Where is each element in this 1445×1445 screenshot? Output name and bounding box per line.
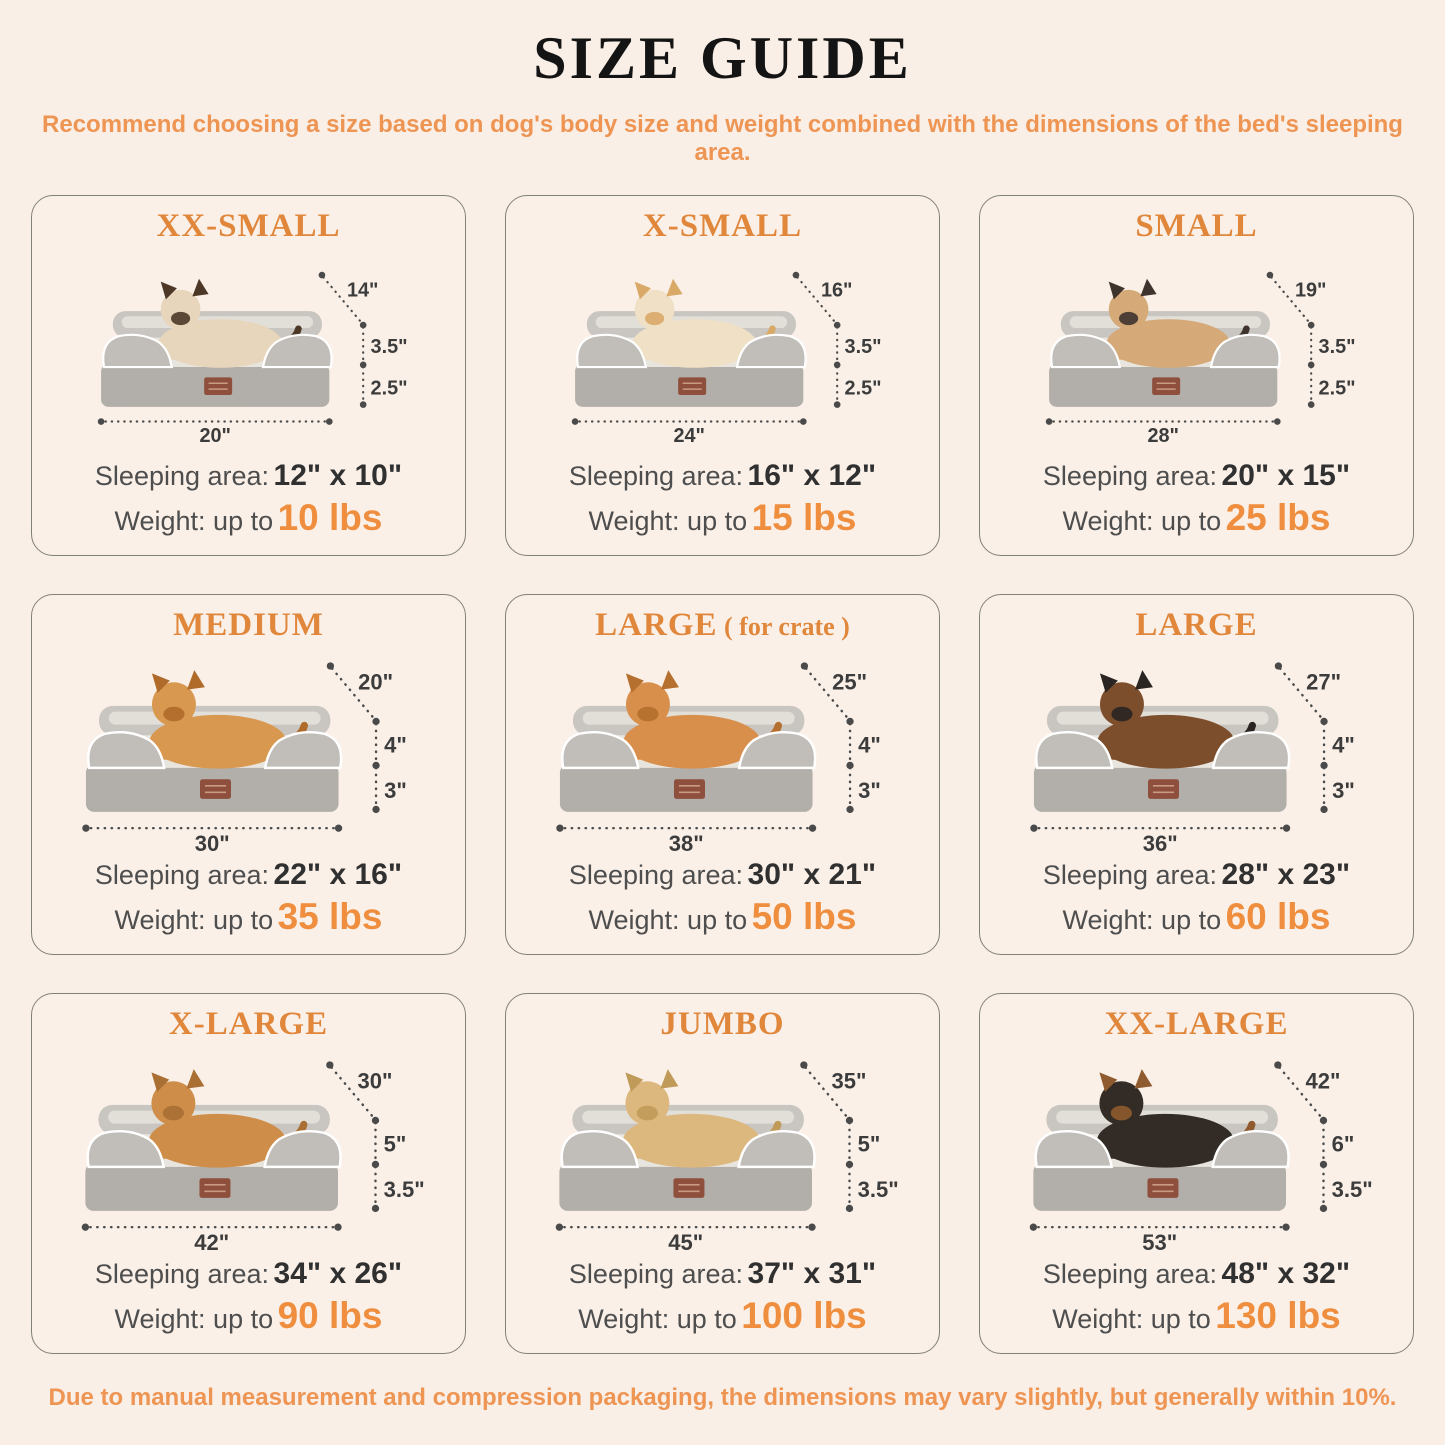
sleeping-area-value: 22" x 16" (273, 858, 403, 892)
size-card-large (979, 594, 1414, 955)
length-dimension: 53" (1142, 1229, 1178, 1254)
length-dimension: 42" (194, 1229, 230, 1254)
bolster-height-dimension: 5" (383, 1131, 407, 1157)
dog-bed-diagram (994, 1043, 1399, 1253)
weight-line (569, 495, 876, 541)
card-stats (1043, 457, 1350, 541)
size-card-x-large (31, 993, 466, 1354)
base-height-dimension: 2.5" (370, 377, 408, 400)
dog-bed-diagram (79, 245, 418, 455)
length-dimension: 45" (668, 1229, 704, 1254)
brand-label-patch (678, 377, 706, 395)
sleeping-area-line (95, 1255, 402, 1293)
size-card-x-small (505, 195, 940, 556)
card-stats (569, 856, 876, 940)
size-card-title (1135, 208, 1257, 245)
card-stats (95, 1255, 402, 1339)
card-stats (569, 1255, 876, 1339)
sleeping-area-label: Sleeping area: (568, 1259, 744, 1290)
sleeping-area-line (95, 457, 402, 495)
sleeping-area-line (569, 856, 876, 894)
length-dimension: 36" (1142, 830, 1178, 855)
bolster-height-dimension: 3.5" (370, 336, 408, 359)
bolster-height-dimension: 4" (383, 732, 407, 758)
weight-value: 10 lbs (277, 496, 383, 538)
page-title: SIZE GUIDE (533, 25, 912, 91)
depth-dimension: 35" (831, 1068, 867, 1094)
depth-dimension: 27" (1305, 669, 1341, 695)
size-card-medium (31, 594, 466, 955)
pet-ear-icon (667, 279, 683, 297)
base-height-dimension: 3.5" (1331, 1177, 1373, 1203)
base-height-dimension: 2.5" (1318, 377, 1356, 400)
weight-label: Weight: up to (114, 904, 274, 935)
bolster-height-dimension: 5" (857, 1131, 881, 1157)
sleeping-area-label: Sleeping area: (94, 461, 270, 492)
weight-line (95, 894, 402, 940)
size-card-title (156, 208, 340, 245)
pet-ear-icon (193, 279, 209, 297)
card-stats (1043, 1255, 1350, 1339)
size-card-xx-small (31, 195, 466, 556)
size-name: X-SMALL (642, 208, 803, 244)
pet-ear-icon (661, 670, 679, 690)
size-card-small (979, 195, 1414, 556)
bed-illustration (516, 245, 929, 455)
weight-label: Weight: up to (578, 1303, 737, 1334)
brand-label-patch (1148, 1178, 1179, 1198)
pet-ear-icon (187, 1069, 205, 1089)
base-height-dimension: 3" (383, 778, 407, 804)
size-card-title (1135, 607, 1257, 644)
dog-bed-diagram (535, 644, 911, 854)
bolster-height-dimension: 4" (857, 732, 881, 758)
weight-value: 50 lbs (751, 895, 857, 937)
brand-label-patch (1148, 779, 1179, 799)
sleeping-area-label: Sleeping area: (1042, 860, 1218, 891)
bolster-height-dimension: 4" (1331, 732, 1355, 758)
weight-value: 130 lbs (1215, 1294, 1341, 1336)
page-footnote: Due to manual measurement and compression packaging, the dimensions may vary slightly, but generally within 10%. (48, 1384, 1397, 1411)
sleeping-area-value: 20" x 15" (1221, 459, 1351, 493)
pet-ear-icon (187, 670, 205, 690)
dog-bed-diagram (1027, 245, 1366, 455)
weight-value: 100 lbs (741, 1294, 867, 1336)
sleeping-area-value: 12" x 10" (273, 459, 403, 493)
size-card-xx-large (979, 993, 1414, 1354)
size-name-suffix: ( for crate ) (717, 612, 850, 641)
base-height-dimension: 3.5" (383, 1177, 425, 1203)
depth-dimension: 25" (831, 669, 867, 695)
size-card-jumbo (505, 993, 940, 1354)
brand-label-patch (674, 779, 705, 799)
sleeping-area-label: Sleeping area: (1042, 461, 1218, 492)
brand-label-patch (200, 1178, 231, 1198)
size-name: SMALL (1135, 208, 1258, 244)
weight-value: 15 lbs (751, 496, 857, 538)
length-dimension: 30" (194, 830, 230, 855)
bed-illustration (516, 1043, 929, 1253)
pet-ear-icon (1135, 1069, 1153, 1089)
bed-illustration (990, 245, 1403, 455)
card-stats (569, 457, 876, 541)
sleeping-area-label: Sleeping area: (1042, 1259, 1218, 1290)
weight-line (1043, 495, 1350, 541)
depth-dimension: 42" (1305, 1068, 1341, 1094)
bolster-height-dimension: 3.5" (844, 336, 882, 359)
length-dimension: 24" (673, 425, 706, 448)
card-stats (1043, 856, 1350, 940)
sleeping-area-label: Sleeping area: (568, 461, 744, 492)
weight-label: Weight: up to (1062, 505, 1222, 536)
length-dimension: 38" (668, 830, 704, 855)
dog-bed-diagram (46, 1043, 451, 1253)
sleeping-area-line (569, 457, 876, 495)
pet-ear-icon (1141, 279, 1157, 297)
size-name: JUMBO (660, 1006, 785, 1042)
base-height-dimension: 3.5" (857, 1177, 899, 1203)
base-height-dimension: 3" (1331, 778, 1355, 804)
weight-line (95, 1293, 402, 1339)
sleeping-area-label: Sleeping area: (94, 1259, 270, 1290)
depth-dimension: 16" (821, 279, 853, 302)
brand-label-patch (200, 779, 231, 799)
size-name: X-LARGE (168, 1006, 329, 1042)
sleeping-area-value: 16" x 12" (747, 459, 877, 493)
size-card-grid (31, 195, 1414, 1354)
weight-label: Weight: up to (114, 1303, 274, 1334)
length-dimension: 20" (199, 425, 232, 448)
length-dimension: 28" (1147, 425, 1180, 448)
brand-label-patch (1152, 377, 1180, 395)
weight-line (569, 1293, 876, 1339)
sleeping-area-value: 30" x 21" (747, 858, 877, 892)
weight-value: 35 lbs (277, 895, 383, 937)
weight-value: 60 lbs (1225, 895, 1331, 937)
sleeping-area-line (1043, 1255, 1350, 1293)
size-name: XX-LARGE (1104, 1006, 1289, 1042)
size-card-title (660, 1006, 784, 1043)
size-card-title (643, 208, 802, 245)
weight-value: 25 lbs (1225, 496, 1331, 538)
weight-value: 90 lbs (277, 1294, 383, 1336)
depth-dimension: 14" (347, 279, 379, 302)
sleeping-area-value: 37" x 31" (747, 1257, 877, 1291)
size-card-title (169, 1006, 328, 1043)
base-height-dimension: 2.5" (844, 377, 882, 400)
brand-label-patch (674, 1178, 705, 1198)
card-stats (95, 856, 402, 940)
depth-dimension: 20" (357, 669, 393, 695)
page-subtitle: Recommend choosing a size based on dog's body size and weight combined with the dimensions of the bed's sleeping area. (42, 111, 1403, 166)
base-height-dimension: 3" (857, 778, 881, 804)
dog-bed-diagram (520, 1043, 925, 1253)
sleeping-area-line (95, 856, 402, 894)
sleeping-area-label: Sleeping area: (94, 860, 270, 891)
dog-bed-diagram (1009, 644, 1385, 854)
sleeping-area-value: 48" x 32" (1221, 1257, 1351, 1291)
bolster-height-dimension: 3.5" (1318, 336, 1356, 359)
weight-label: Weight: up to (1052, 1303, 1211, 1334)
size-name: MEDIUM (173, 607, 324, 643)
bed-illustration (42, 644, 455, 854)
bed-illustration (990, 1043, 1403, 1253)
sleeping-area-line (1043, 856, 1350, 894)
sleeping-area-value: 28" x 23" (1221, 858, 1351, 892)
bolster-height-dimension: 6" (1331, 1131, 1355, 1157)
size-card-title (595, 607, 850, 644)
brand-label-patch (204, 377, 232, 395)
depth-dimension: 19" (1295, 279, 1327, 302)
sleeping-area-line (569, 1255, 876, 1293)
pet-ear-icon (661, 1069, 679, 1089)
weight-label: Weight: up to (588, 505, 748, 536)
weight-label: Weight: up to (114, 505, 274, 536)
sleeping-area-line (1043, 457, 1350, 495)
weight-line (569, 894, 876, 940)
bed-illustration (990, 644, 1403, 854)
dog-bed-diagram (61, 644, 437, 854)
weight-label: Weight: up to (1062, 904, 1222, 935)
sleeping-area-label: Sleeping area: (568, 860, 744, 891)
sleeping-area-value: 34" x 26" (273, 1257, 403, 1291)
weight-line (1043, 1293, 1350, 1339)
size-name: LARGE (1135, 607, 1258, 643)
bed-illustration (42, 245, 455, 455)
size-name: LARGE (595, 607, 718, 643)
depth-dimension: 30" (357, 1068, 393, 1094)
size-card-title (1104, 1006, 1288, 1043)
dog-bed-diagram (553, 245, 892, 455)
size-card-title (173, 607, 324, 644)
weight-line (1043, 894, 1350, 940)
bed-illustration (516, 644, 929, 854)
weight-label: Weight: up to (588, 904, 748, 935)
weight-line (95, 495, 402, 541)
bed-illustration (42, 1043, 455, 1253)
size-card-large-for-crate (505, 594, 940, 955)
pet-ear-icon (1135, 670, 1153, 690)
size-name: XX-SMALL (156, 208, 341, 244)
card-stats (95, 457, 402, 541)
